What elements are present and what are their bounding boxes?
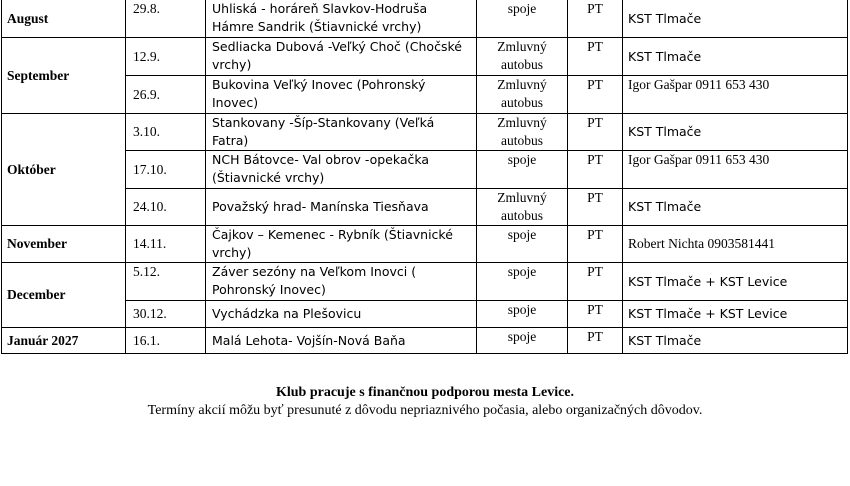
table-row [2, 189, 848, 226]
date-cell: 30.12. [126, 301, 206, 328]
transport-cell: spoje [477, 328, 568, 354]
trip-cell: Považský hrad- Manínska Tiesňava [206, 189, 477, 226]
date-cell: 24.10. [126, 189, 206, 226]
table-row [2, 0, 848, 38]
type-cell: PT [568, 189, 623, 226]
table-row [2, 76, 848, 114]
organizer-cell: KST Tlmače + KST Levice [623, 301, 848, 328]
transport-cell: Zmluvný autobus [477, 76, 568, 114]
trip-cell: Vychádzka na Plešovicu [206, 301, 477, 328]
type-cell: PT [568, 263, 623, 301]
date-cell: 5.12. [126, 263, 206, 301]
transport-cell: Zmluvný autobus [477, 189, 568, 226]
trip-cell: Uhliská - horáreň Slavkov-Hodruša Hámre Sandrik (Štiavnické vrchy) [206, 0, 477, 38]
organizer-cell: KST Tlmače [623, 38, 848, 76]
month-cell: Január 2027 [2, 328, 126, 354]
transport-cell: spoje [477, 226, 568, 263]
reschedule-note: Termíny akcií môžu byť presunuté z dôvodu nepriaznivého počasia, alebo organizačných dôvodov. [147, 403, 703, 418]
type-cell: PT [568, 226, 623, 263]
footer-note [0, 384, 850, 420]
date-cell: 26.9. [126, 76, 206, 114]
organizer-cell: KST Tlmače [623, 0, 848, 38]
type-cell: PT [568, 301, 623, 328]
trip-cell: Sedliacka Dubová -Veľký Choč (Chočské vrchy) [206, 38, 477, 76]
type-cell: PT [568, 328, 623, 354]
events-table [1, 0, 848, 354]
trip-cell: NCH Bátovce- Val obrov -opekačka (Štiavnické vrchy) [206, 151, 477, 189]
transport-cell: Zmluvný autobus [477, 38, 568, 76]
transport-cell: spoje [477, 263, 568, 301]
trip-cell: Čajkov – Kemenec - Rybník (Štiavnické vrchy) [206, 226, 477, 263]
trip-cell: Bukovina Veľký Inovec (Pohronský Inovec) [206, 76, 477, 114]
table-row [2, 226, 848, 263]
date-cell: 16.1. [126, 328, 206, 354]
funding-note: Klub pracuje s finančnou podporou mesta Levice. [275, 385, 575, 400]
date-cell: 29.8. [126, 0, 206, 38]
month-cell: Október [2, 114, 126, 226]
table-row [2, 301, 848, 328]
table-row [2, 151, 848, 189]
table-row [2, 114, 848, 151]
organizer-cell: KST Tlmače [623, 189, 848, 226]
table-row [2, 263, 848, 301]
transport-cell: spoje [477, 151, 568, 189]
month-cell: August [2, 0, 126, 38]
month-cell: December [2, 263, 126, 328]
organizer-cell: Igor Gašpar 0911 653 430 [623, 151, 848, 189]
trip-cell: Stankovany -Šíp-Stankovany (Veľká Fatra) [206, 114, 477, 151]
table-row [2, 328, 848, 354]
type-cell: PT [568, 151, 623, 189]
transport-cell: spoje [477, 301, 568, 328]
trip-cell: Záver sezóny na Veľkom Inovci ( Pohronský Inovec) [206, 263, 477, 301]
date-cell: 3.10. [126, 114, 206, 151]
month-cell: November [2, 226, 126, 263]
date-cell: 14.11. [126, 226, 206, 263]
organizer-cell: Igor Gašpar 0911 653 430 [623, 76, 848, 114]
type-cell: PT [568, 76, 623, 114]
transport-cell: Zmluvný autobus [477, 114, 568, 151]
date-cell: 17.10. [126, 151, 206, 189]
table-row [2, 38, 848, 76]
type-cell: PT [568, 0, 623, 38]
type-cell: PT [568, 38, 623, 76]
transport-cell: spoje [477, 0, 568, 38]
organizer-cell: KST Tlmače [623, 114, 848, 151]
date-cell: 12.9. [126, 38, 206, 76]
type-cell: PT [568, 114, 623, 151]
organizer-cell: KST Tlmače [623, 328, 848, 354]
trip-cell: Malá Lehota- Vojšín-Nová Baňa [206, 328, 477, 354]
organizer-cell: KST Tlmače + KST Levice [623, 263, 848, 301]
organizer-cell: Robert Nichta 0903581441 [623, 226, 848, 263]
month-cell: September [2, 38, 126, 114]
